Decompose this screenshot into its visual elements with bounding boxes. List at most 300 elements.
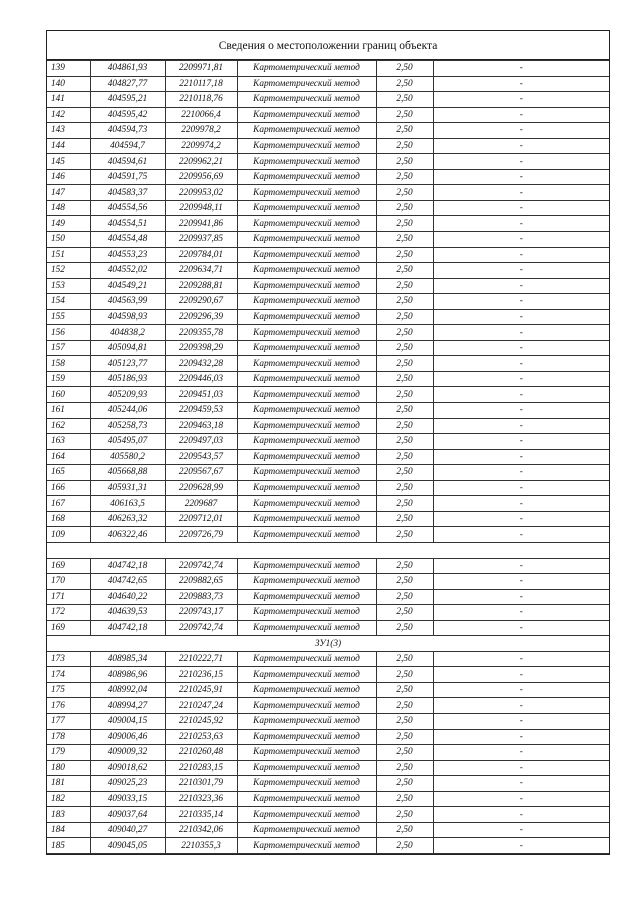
note: - <box>433 605 609 621</box>
coord-x: 405209,93 <box>90 387 165 403</box>
note: - <box>433 729 609 745</box>
point-number: 162 <box>47 418 90 434</box>
coord-y: 2210283,15 <box>165 760 237 776</box>
table-row <box>47 185 609 201</box>
note: - <box>433 822 609 838</box>
method: Картометрический метод <box>237 776 376 792</box>
method: Картометрический метод <box>237 651 376 667</box>
table-row <box>47 200 609 216</box>
note: - <box>433 496 609 512</box>
point-number: 146 <box>47 169 90 185</box>
method: Картометрический метод <box>237 620 376 636</box>
coord-y: 2210342,06 <box>165 822 237 838</box>
table-row <box>47 61 609 77</box>
table-row <box>47 511 609 527</box>
accuracy: 2,50 <box>376 76 433 92</box>
note: - <box>433 340 609 356</box>
coord-x: 405931,31 <box>90 480 165 496</box>
coord-y: 2209941,86 <box>165 216 237 232</box>
coord-y: 2209634,71 <box>165 263 237 279</box>
document-frame <box>46 30 610 855</box>
point-number: 155 <box>47 309 90 325</box>
coord-y: 2209974,2 <box>165 138 237 154</box>
coord-y: 2209628,99 <box>165 480 237 496</box>
point-number: 149 <box>47 216 90 232</box>
table-row <box>47 434 609 450</box>
accuracy: 2,50 <box>376 698 433 714</box>
note: - <box>433 263 609 279</box>
coord-y: 2209296,39 <box>165 309 237 325</box>
coord-y: 2209687 <box>165 496 237 512</box>
point-number: 175 <box>47 682 90 698</box>
accuracy: 2,50 <box>376 278 433 294</box>
coord-x: 404591,75 <box>90 169 165 185</box>
coord-y: 2210335,14 <box>165 807 237 823</box>
table-row <box>47 527 609 543</box>
note: - <box>433 371 609 387</box>
method: Картометрический метод <box>237 682 376 698</box>
accuracy: 2,50 <box>376 169 433 185</box>
coord-x: 404742,65 <box>90 574 165 590</box>
accuracy: 2,50 <box>376 776 433 792</box>
accuracy: 2,50 <box>376 589 433 605</box>
method: Картометрический метод <box>237 449 376 465</box>
note: - <box>433 667 609 683</box>
note: - <box>433 682 609 698</box>
coord-x: 406163,5 <box>90 496 165 512</box>
method: Картометрический метод <box>237 713 376 729</box>
accuracy: 2,50 <box>376 154 433 170</box>
accuracy: 2,50 <box>376 760 433 776</box>
note: - <box>433 403 609 419</box>
table-row <box>47 76 609 92</box>
method: Картометрический метод <box>237 698 376 714</box>
accuracy: 2,50 <box>376 465 433 481</box>
coord-y: 2210066,4 <box>165 107 237 123</box>
method: Картометрический метод <box>237 232 376 248</box>
accuracy: 2,50 <box>376 729 433 745</box>
accuracy: 2,50 <box>376 92 433 108</box>
coord-x: 404838,2 <box>90 325 165 341</box>
coord-x: 409045,05 <box>90 838 165 854</box>
method: Картометрический метод <box>237 558 376 574</box>
point-number: 145 <box>47 154 90 170</box>
coord-y: 2209978,2 <box>165 123 237 139</box>
note: - <box>433 418 609 434</box>
coord-y: 2210301,79 <box>165 776 237 792</box>
table-row <box>47 760 609 776</box>
accuracy: 2,50 <box>376 558 433 574</box>
point-number: 150 <box>47 232 90 248</box>
point-number: 180 <box>47 760 90 776</box>
coord-x: 404563,99 <box>90 294 165 310</box>
table-row <box>47 154 609 170</box>
coord-y: 2209784,01 <box>165 247 237 263</box>
coordinates-table <box>47 60 609 854</box>
point-number: 169 <box>47 620 90 636</box>
point-number: 156 <box>47 325 90 341</box>
point-number: 147 <box>47 185 90 201</box>
coord-x: 409004,15 <box>90 713 165 729</box>
accuracy: 2,50 <box>376 216 433 232</box>
accuracy: 2,50 <box>376 682 433 698</box>
coord-x: 405094,81 <box>90 340 165 356</box>
coord-y: 2210245,91 <box>165 682 237 698</box>
point-number: 139 <box>47 61 90 77</box>
note: - <box>433 838 609 854</box>
coord-y: 2209726,79 <box>165 527 237 543</box>
coord-x: 408986,96 <box>90 667 165 683</box>
method: Картометрический метод <box>237 185 376 201</box>
accuracy: 2,50 <box>376 123 433 139</box>
accuracy: 2,50 <box>376 480 433 496</box>
accuracy: 2,50 <box>376 822 433 838</box>
method: Картометрический метод <box>237 107 376 123</box>
accuracy: 2,50 <box>376 107 433 123</box>
method: Картометрический метод <box>237 169 376 185</box>
accuracy: 2,50 <box>376 247 433 263</box>
note: - <box>433 169 609 185</box>
coord-x: 409018,62 <box>90 760 165 776</box>
table-row <box>47 325 609 341</box>
table-row <box>47 496 609 512</box>
coord-x: 404595,42 <box>90 107 165 123</box>
coord-x: 408985,34 <box>90 651 165 667</box>
table-row <box>47 371 609 387</box>
coord-x: 409025,23 <box>90 776 165 792</box>
coord-y: 2209355,78 <box>165 325 237 341</box>
method: Картометрический метод <box>237 123 376 139</box>
note: - <box>433 107 609 123</box>
coord-x: 409009,32 <box>90 745 165 761</box>
coord-x: 404861,93 <box>90 61 165 77</box>
method: Картометрический метод <box>237 838 376 854</box>
coord-x: 405495,07 <box>90 434 165 450</box>
coord-y: 2210118,76 <box>165 92 237 108</box>
table-row <box>47 776 609 792</box>
method: Картометрический метод <box>237 154 376 170</box>
point-number: 170 <box>47 574 90 590</box>
table-row <box>47 465 609 481</box>
coord-y: 2210355,3 <box>165 838 237 854</box>
method: Картометрический метод <box>237 807 376 823</box>
method: Картометрический метод <box>237 822 376 838</box>
table-row <box>47 387 609 403</box>
point-number: 148 <box>47 200 90 216</box>
point-number: 143 <box>47 123 90 139</box>
coord-x: 404554,48 <box>90 232 165 248</box>
coord-x: 404583,37 <box>90 185 165 201</box>
coord-x: 409040,27 <box>90 822 165 838</box>
table-row <box>47 822 609 838</box>
method: Картометрический метод <box>237 200 376 216</box>
method: Картометрический метод <box>237 760 376 776</box>
table-row <box>47 729 609 745</box>
coord-y: 2209742,74 <box>165 620 237 636</box>
point-number: 151 <box>47 247 90 263</box>
table-row <box>47 232 609 248</box>
accuracy: 2,50 <box>376 61 433 77</box>
method: Картометрический метод <box>237 465 376 481</box>
point-number: 174 <box>47 667 90 683</box>
table-row <box>47 745 609 761</box>
accuracy: 2,50 <box>376 185 433 201</box>
coord-x: 405186,93 <box>90 371 165 387</box>
table-row <box>47 278 609 294</box>
table-row <box>47 309 609 325</box>
coord-y: 2210236,15 <box>165 667 237 683</box>
table-row <box>47 682 609 698</box>
method: Картометрический метод <box>237 434 376 450</box>
accuracy: 2,50 <box>376 807 433 823</box>
table-row <box>47 294 609 310</box>
note: - <box>433 480 609 496</box>
table-row <box>47 123 609 139</box>
coord-x: 404554,56 <box>90 200 165 216</box>
coord-y: 2209956,69 <box>165 169 237 185</box>
note: - <box>433 61 609 77</box>
table-row <box>47 356 609 372</box>
point-number: 158 <box>47 356 90 372</box>
note: - <box>433 698 609 714</box>
accuracy: 2,50 <box>376 418 433 434</box>
accuracy: 2,50 <box>376 356 433 372</box>
table-row <box>47 838 609 854</box>
note: - <box>433 434 609 450</box>
coord-y: 2210245,92 <box>165 713 237 729</box>
method: Картометрический метод <box>237 791 376 807</box>
coord-x: 409006,46 <box>90 729 165 745</box>
coord-y: 2210253,63 <box>165 729 237 745</box>
coord-y: 2209953,02 <box>165 185 237 201</box>
point-number: 109 <box>47 527 90 543</box>
note: - <box>433 325 609 341</box>
accuracy: 2,50 <box>376 511 433 527</box>
point-number: 152 <box>47 263 90 279</box>
accuracy: 2,50 <box>376 449 433 465</box>
table-row <box>47 418 609 434</box>
coord-y: 2209712,01 <box>165 511 237 527</box>
table-row <box>47 807 609 823</box>
accuracy: 2,50 <box>376 340 433 356</box>
note: - <box>433 791 609 807</box>
point-number: 166 <box>47 480 90 496</box>
coord-x: 404639,53 <box>90 605 165 621</box>
coord-x: 405258,73 <box>90 418 165 434</box>
method: Картометрический метод <box>237 418 376 434</box>
accuracy: 2,50 <box>376 527 433 543</box>
note: - <box>433 574 609 590</box>
method: Картометрический метод <box>237 356 376 372</box>
note: - <box>433 309 609 325</box>
coord-x: 404827,77 <box>90 76 165 92</box>
accuracy: 2,50 <box>376 232 433 248</box>
point-number: 176 <box>47 698 90 714</box>
coord-x: 404742,18 <box>90 558 165 574</box>
point-number: 153 <box>47 278 90 294</box>
coord-x: 409033,15 <box>90 791 165 807</box>
table-row <box>47 698 609 714</box>
coord-y: 2209742,74 <box>165 558 237 574</box>
point-number: 168 <box>47 511 90 527</box>
table-row <box>47 651 609 667</box>
coord-y: 2209288,81 <box>165 278 237 294</box>
method: Картометрический метод <box>237 480 376 496</box>
accuracy: 2,50 <box>376 309 433 325</box>
accuracy: 2,50 <box>376 200 433 216</box>
point-number: 157 <box>47 340 90 356</box>
note: - <box>433 651 609 667</box>
coord-y: 2210117,18 <box>165 76 237 92</box>
note: - <box>433 294 609 310</box>
coord-y: 2209948,11 <box>165 200 237 216</box>
coord-y: 2209883,73 <box>165 589 237 605</box>
accuracy: 2,50 <box>376 371 433 387</box>
coord-x: 404552,02 <box>90 263 165 279</box>
section-header-row <box>47 636 609 652</box>
note: - <box>433 200 609 216</box>
method: Картометрический метод <box>237 745 376 761</box>
coord-x: 404595,21 <box>90 92 165 108</box>
note: - <box>433 92 609 108</box>
point-number: 144 <box>47 138 90 154</box>
method: Картометрический метод <box>237 511 376 527</box>
note: - <box>433 511 609 527</box>
accuracy: 2,50 <box>376 325 433 341</box>
note: - <box>433 527 609 543</box>
table-row <box>47 480 609 496</box>
table-row <box>47 92 609 108</box>
note: - <box>433 558 609 574</box>
table-row <box>47 605 609 621</box>
coord-x: 404594,73 <box>90 123 165 139</box>
point-number: 163 <box>47 434 90 450</box>
accuracy: 2,50 <box>376 387 433 403</box>
coord-y: 2210247,24 <box>165 698 237 714</box>
coord-x: 404549,21 <box>90 278 165 294</box>
accuracy: 2,50 <box>376 620 433 636</box>
note: - <box>433 465 609 481</box>
coord-x: 406322,46 <box>90 527 165 543</box>
method: Картометрический метод <box>237 325 376 341</box>
point-number: 171 <box>47 589 90 605</box>
accuracy: 2,50 <box>376 745 433 761</box>
method: Картометрический метод <box>237 92 376 108</box>
table-row <box>47 247 609 263</box>
coord-x: 404554,51 <box>90 216 165 232</box>
table-row <box>47 589 609 605</box>
coord-x: 406263,32 <box>90 511 165 527</box>
coord-y: 2209971,81 <box>165 61 237 77</box>
point-number: 177 <box>47 713 90 729</box>
coord-x: 405244,06 <box>90 403 165 419</box>
accuracy: 2,50 <box>376 791 433 807</box>
point-number: 183 <box>47 807 90 823</box>
point-number: 140 <box>47 76 90 92</box>
table-row <box>47 169 609 185</box>
method: Картометрический метод <box>237 216 376 232</box>
point-number: 178 <box>47 729 90 745</box>
coord-y: 2209459,53 <box>165 403 237 419</box>
section-label <box>47 542 609 558</box>
point-number: 172 <box>47 605 90 621</box>
note: - <box>433 247 609 263</box>
point-number: 161 <box>47 403 90 419</box>
note: - <box>433 760 609 776</box>
point-number: 141 <box>47 92 90 108</box>
coord-y: 2209937,85 <box>165 232 237 248</box>
coord-x: 405580,2 <box>90 449 165 465</box>
note: - <box>433 76 609 92</box>
table-row <box>47 263 609 279</box>
method: Картометрический метод <box>237 263 376 279</box>
coord-y: 2209567,67 <box>165 465 237 481</box>
coord-y: 2210323,36 <box>165 791 237 807</box>
table-row <box>47 574 609 590</box>
method: Картометрический метод <box>237 309 376 325</box>
note: - <box>433 713 609 729</box>
coord-x: 404594,7 <box>90 138 165 154</box>
coord-x: 404598,93 <box>90 309 165 325</box>
accuracy: 2,50 <box>376 138 433 154</box>
table-row <box>47 620 609 636</box>
accuracy: 2,50 <box>376 403 433 419</box>
coord-y: 2209543,57 <box>165 449 237 465</box>
coord-x: 408992,04 <box>90 682 165 698</box>
method: Картометрический метод <box>237 387 376 403</box>
accuracy: 2,50 <box>376 294 433 310</box>
coord-y: 2210260,48 <box>165 745 237 761</box>
accuracy: 2,50 <box>376 667 433 683</box>
point-number: 181 <box>47 776 90 792</box>
coord-x: 405123,77 <box>90 356 165 372</box>
accuracy: 2,50 <box>376 263 433 279</box>
table-row <box>47 791 609 807</box>
method: Картометрический метод <box>237 589 376 605</box>
method: Картометрический метод <box>237 247 376 263</box>
point-number: 179 <box>47 745 90 761</box>
method: Картометрический метод <box>237 278 376 294</box>
table-row <box>47 713 609 729</box>
table-row <box>47 138 609 154</box>
point-number: 159 <box>47 371 90 387</box>
table-row <box>47 107 609 123</box>
note: - <box>433 807 609 823</box>
point-number: 169 <box>47 558 90 574</box>
method: Картометрический метод <box>237 138 376 154</box>
coord-y: 2209446,03 <box>165 371 237 387</box>
method: Картометрический метод <box>237 527 376 543</box>
note: - <box>433 185 609 201</box>
accuracy: 2,50 <box>376 496 433 512</box>
coord-x: 405668,88 <box>90 465 165 481</box>
note: - <box>433 387 609 403</box>
accuracy: 2,50 <box>376 838 433 854</box>
method: Картометрический метод <box>237 76 376 92</box>
point-number: 184 <box>47 822 90 838</box>
method: Картометрический метод <box>237 371 376 387</box>
separator-row <box>47 542 609 558</box>
point-number: 164 <box>47 449 90 465</box>
method: Картометрический метод <box>237 574 376 590</box>
method: Картометрический метод <box>237 605 376 621</box>
point-number: 167 <box>47 496 90 512</box>
coord-y: 2209882,65 <box>165 574 237 590</box>
coord-y: 2209497,03 <box>165 434 237 450</box>
note: - <box>433 776 609 792</box>
point-number: 165 <box>47 465 90 481</box>
accuracy: 2,50 <box>376 651 433 667</box>
